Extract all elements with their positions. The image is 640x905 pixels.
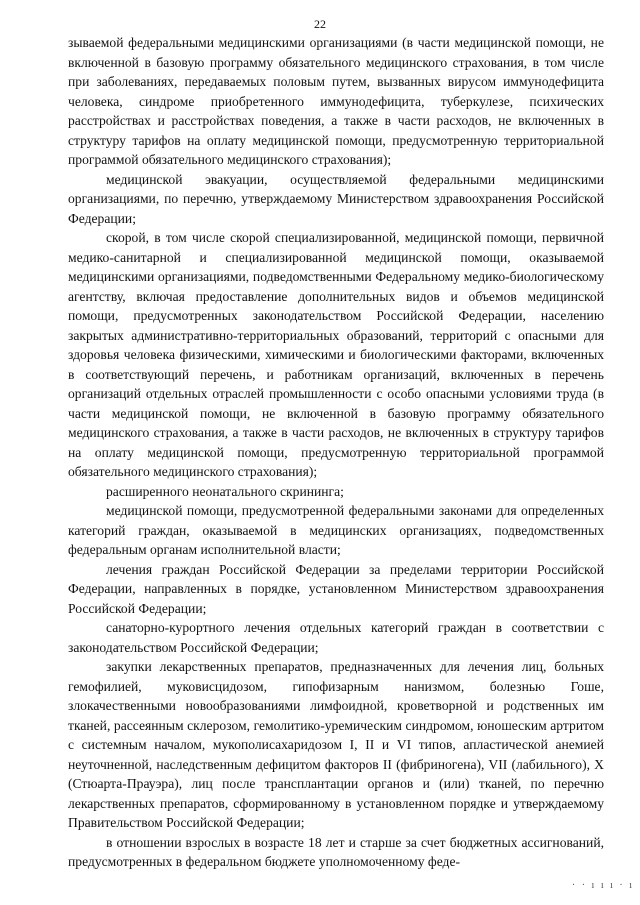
paragraph-treatment-abroad: лечения граждан Российской Федерации за пределами территории Российской Федерации, направленных в порядке, установленном Министерством здравоохранения Российской Федерации; <box>68 561 604 616</box>
paragraph-emergency-care: скорой, в том числе скорой специализированной, медицинской помощи, первичной медико-санитарной и специализированной медицинской помощи, оказываемой медицинскими организациями, подведомственными Федеральному медико-биологическому агентству, включая предоставление дополнительных видов и объемов медицинской помощи, предусмотренных законодательством Российской Федерации, населению закрытых административно-территориальных образований, территорий с опасными для здоровья человека физическими, химическими и биологическими факторами, включенных в соответствующий перечень, и работникам организаций, включенных в перечень организаций отдельных отраслей промышленности с особо опасными условиями труда (в части медицинской помощи, не включенной в базовую программу обязательного медицинского страхования, а также в части расходов, не включенных в структуру тарифов на оплату медицинской помощи, предусмотренную территориальной программой обязательного медицинского страхования); <box>68 230 604 479</box>
paragraph-drug-procurement: закупки лекарственных препаратов, предназначенных для лечения лиц, больных гемофилией, муковисцидозом, гипофизарным нанизмом, болезнью Гоше, злокачественными новообразованиями лимфоидной, кроветворной и родственных им тканей, рассеянным склерозом, гемолитико-уремическим синдромом, юношеским артритом с системным началом, мукополисахаридозом I, II и VI типов, апластической анемией неуточненной, наследственным дефицитом факторов II (фибриногена), VII (лабильного), X (Стюарта-Прауэра), лиц после трансплантации органов и (или) тканей, по перечню лекарственных препаратов, сформированному в установленном порядке и утверждаемому Правительством Российской Федерации; <box>68 659 604 830</box>
paragraph-continuation: зываемой федеральными медицинскими организациями (в части медицинской помощи, не включенной в базовую программу обязательного медицинского страхования, в том числе при заболеваниях, передаваемых половым путем, вызванных вирусом иммунодефицита человека, синдроме приобретенного иммунодефицита, туберкулезе, психических расстройствах и расстройствах поведения, а также в части расходов, не включенных в структуру тарифов на оплату медицинской помощи, предусмотренную территориальной программой обязательного медицинского страхования); <box>68 35 604 167</box>
paragraph-adults-budget: в отношении взрослых в возрасте 18 лет и старше за счет бюджетных ассигнований, предусмотренных в федеральном бюджете уполномоченному феде- <box>68 834 604 869</box>
paragraph-medical-evacuation: медицинской эвакуации, осуществляемой федеральными медицинскими организациями, по перечню, утверждаемому Министерством здравоохранения Российской Федерации; <box>68 171 604 226</box>
page-body <box>68 33 604 872</box>
paragraph-federal-law-care: медицинской помощи, предусмотренной федеральными законами для определенных категорий граждан, оказываемой в медицинских организациях, подведомственных федеральным органам исполнительной власти; <box>68 503 604 557</box>
paragraph-sanatorium-treatment: санаторно-курортного лечения отдельных категорий граждан в соответствии с законодательством Российской Федерации; <box>68 620 604 655</box>
page-number: 22 <box>314 17 326 31</box>
paragraph-neonatal-screening: расширенного неонатального скрининга; <box>106 483 344 499</box>
scan-edge-marks: · · ı ı ı · ı <box>571 880 634 891</box>
